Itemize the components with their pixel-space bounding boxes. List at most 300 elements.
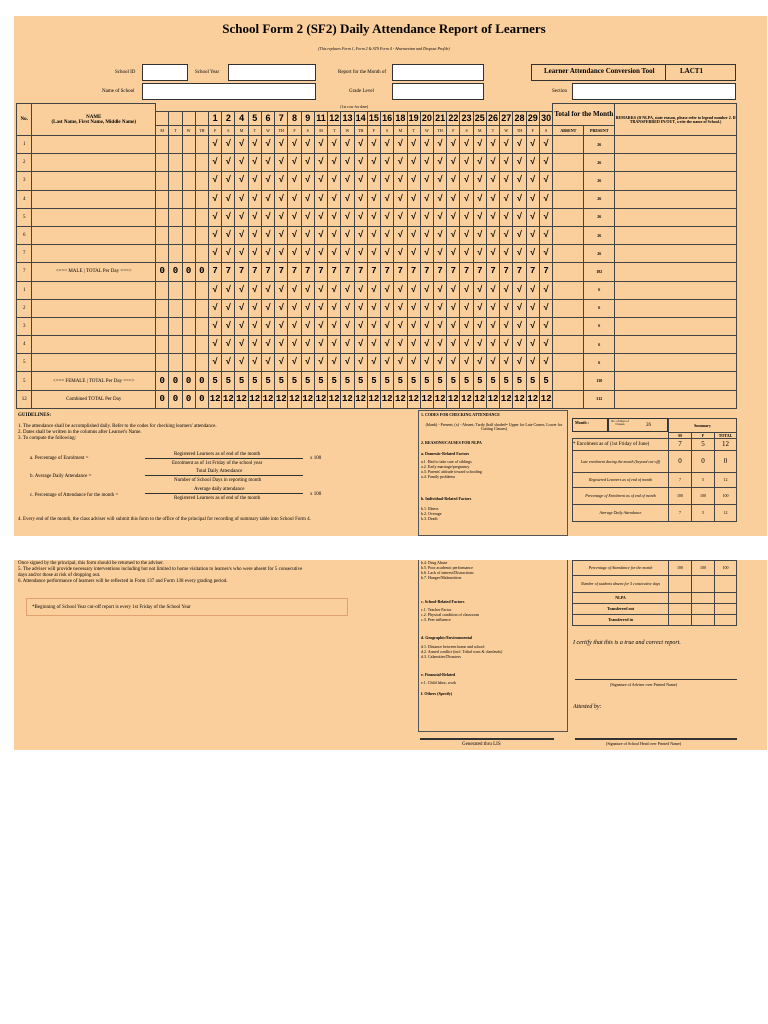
attendance-cell[interactable]: √: [341, 172, 354, 190]
learner-name-cell[interactable]: [32, 354, 156, 372]
attendance-cell[interactable]: √: [367, 354, 380, 372]
attendance-cell[interactable]: [169, 281, 182, 299]
learner-name-cell[interactable]: [32, 136, 156, 154]
attendance-cell[interactable]: √: [314, 226, 327, 244]
attendance-cell[interactable]: √: [235, 190, 248, 208]
attendance-cell[interactable]: √: [261, 245, 274, 263]
attendance-cell[interactable]: √: [275, 317, 288, 335]
attendance-cell[interactable]: √: [381, 136, 394, 154]
attendance-cell[interactable]: √: [500, 172, 513, 190]
date-cell[interactable]: 20: [420, 112, 433, 126]
attendance-cell[interactable]: √: [473, 190, 486, 208]
attendance-cell[interactable]: √: [420, 190, 433, 208]
attendance-cell[interactable]: √: [208, 317, 221, 335]
attendance-cell[interactable]: √: [420, 336, 433, 354]
attendance-cell[interactable]: √: [354, 245, 367, 263]
attendance-cell[interactable]: [182, 190, 195, 208]
attendance-cell[interactable]: [182, 172, 195, 190]
attendance-cell[interactable]: √: [248, 281, 261, 299]
attendance-cell[interactable]: √: [460, 281, 473, 299]
attendance-cell[interactable]: √: [208, 281, 221, 299]
attendance-cell[interactable]: √: [248, 136, 261, 154]
attendance-cell[interactable]: √: [407, 354, 420, 372]
attendance-cell[interactable]: √: [539, 354, 553, 372]
attendance-cell[interactable]: √: [420, 226, 433, 244]
attendance-cell[interactable]: √: [261, 154, 274, 172]
attendance-cell[interactable]: √: [447, 317, 460, 335]
attendance-cell[interactable]: √: [513, 317, 526, 335]
attendance-cell[interactable]: √: [539, 226, 553, 244]
date-cell[interactable]: 23: [460, 112, 473, 126]
attendance-cell[interactable]: √: [222, 154, 235, 172]
attendance-cell[interactable]: √: [526, 208, 539, 226]
attendance-cell[interactable]: √: [341, 245, 354, 263]
attendance-cell[interactable]: √: [288, 354, 301, 372]
attendance-cell[interactable]: √: [381, 226, 394, 244]
attendance-cell[interactable]: √: [222, 136, 235, 154]
attendance-cell[interactable]: √: [473, 136, 486, 154]
attendance-cell[interactable]: √: [328, 208, 341, 226]
attendance-cell[interactable]: √: [222, 281, 235, 299]
attendance-cell[interactable]: √: [328, 154, 341, 172]
attendance-cell[interactable]: √: [381, 336, 394, 354]
attendance-cell[interactable]: √: [500, 336, 513, 354]
attendance-cell[interactable]: √: [447, 354, 460, 372]
attendance-cell[interactable]: √: [500, 190, 513, 208]
attendance-cell[interactable]: √: [420, 354, 433, 372]
attendance-cell[interactable]: √: [328, 317, 341, 335]
attendance-cell[interactable]: √: [420, 154, 433, 172]
attendance-cell[interactable]: √: [288, 245, 301, 263]
attendance-cell[interactable]: √: [261, 317, 274, 335]
attendance-cell[interactable]: √: [407, 190, 420, 208]
attendance-cell[interactable]: [169, 317, 182, 335]
date-cell[interactable]: 6: [261, 112, 274, 126]
name-of-school-field[interactable]: [142, 83, 316, 100]
attendance-cell[interactable]: √: [314, 190, 327, 208]
attendance-cell[interactable]: √: [208, 299, 221, 317]
attendance-cell[interactable]: √: [235, 299, 248, 317]
attendance-cell[interactable]: √: [314, 245, 327, 263]
school-year-field[interactable]: [228, 64, 316, 81]
attendance-cell[interactable]: √: [314, 208, 327, 226]
attendance-cell[interactable]: [169, 190, 182, 208]
attendance-cell[interactable]: √: [248, 172, 261, 190]
attendance-cell[interactable]: √: [275, 281, 288, 299]
attendance-cell[interactable]: [156, 190, 169, 208]
attendance-cell[interactable]: √: [261, 226, 274, 244]
attendance-cell[interactable]: √: [235, 226, 248, 244]
attendance-cell[interactable]: √: [420, 208, 433, 226]
attendance-cell[interactable]: √: [526, 154, 539, 172]
attendance-cell[interactable]: √: [328, 136, 341, 154]
attendance-cell[interactable]: √: [261, 190, 274, 208]
attendance-cell[interactable]: √: [354, 336, 367, 354]
attendance-cell[interactable]: √: [301, 281, 314, 299]
date-cell[interactable]: 28: [513, 112, 526, 126]
attendance-cell[interactable]: √: [526, 317, 539, 335]
attendance-cell[interactable]: √: [407, 317, 420, 335]
date-cell[interactable]: 15: [367, 112, 380, 126]
attendance-cell[interactable]: √: [539, 136, 553, 154]
attendance-cell[interactable]: [156, 208, 169, 226]
attendance-cell[interactable]: [169, 245, 182, 263]
attendance-cell[interactable]: √: [460, 336, 473, 354]
attendance-cell[interactable]: √: [367, 172, 380, 190]
attendance-cell[interactable]: √: [539, 208, 553, 226]
attendance-cell[interactable]: √: [275, 226, 288, 244]
attendance-cell[interactable]: √: [447, 136, 460, 154]
attendance-cell[interactable]: √: [275, 336, 288, 354]
attendance-cell[interactable]: √: [460, 190, 473, 208]
attendance-cell[interactable]: [169, 226, 182, 244]
attendance-cell[interactable]: √: [275, 354, 288, 372]
attendance-cell[interactable]: √: [539, 281, 553, 299]
attendance-cell[interactable]: √: [248, 336, 261, 354]
attendance-cell[interactable]: √: [486, 226, 499, 244]
attendance-cell[interactable]: √: [208, 136, 221, 154]
attendance-cell[interactable]: √: [235, 245, 248, 263]
attendance-cell[interactable]: √: [420, 317, 433, 335]
school-id-field[interactable]: [142, 64, 188, 81]
attendance-cell[interactable]: √: [222, 172, 235, 190]
learner-name-cell[interactable]: [32, 190, 156, 208]
remarks-cell[interactable]: [615, 226, 737, 244]
attendance-cell[interactable]: √: [222, 299, 235, 317]
attendance-cell[interactable]: [182, 136, 195, 154]
attendance-cell[interactable]: √: [248, 299, 261, 317]
attendance-cell[interactable]: √: [486, 154, 499, 172]
attendance-cell[interactable]: [182, 154, 195, 172]
attendance-cell[interactable]: √: [354, 190, 367, 208]
attendance-cell[interactable]: √: [314, 281, 327, 299]
attendance-cell[interactable]: √: [235, 208, 248, 226]
attendance-cell[interactable]: √: [433, 190, 446, 208]
learner-name-cell[interactable]: [32, 299, 156, 317]
attendance-cell[interactable]: √: [208, 245, 221, 263]
attendance-cell[interactable]: √: [473, 172, 486, 190]
attendance-cell[interactable]: √: [248, 208, 261, 226]
attendance-cell[interactable]: [156, 172, 169, 190]
attendance-cell[interactable]: √: [248, 317, 261, 335]
attendance-cell[interactable]: √: [222, 336, 235, 354]
attendance-cell[interactable]: √: [433, 226, 446, 244]
attendance-cell[interactable]: √: [486, 336, 499, 354]
attendance-cell[interactable]: √: [208, 336, 221, 354]
attendance-cell[interactable]: √: [328, 336, 341, 354]
attendance-cell[interactable]: √: [526, 245, 539, 263]
date-cell[interactable]: [195, 112, 208, 126]
attendance-cell[interactable]: [195, 245, 208, 263]
attendance-cell[interactable]: √: [407, 172, 420, 190]
attendance-cell[interactable]: √: [513, 136, 526, 154]
attendance-cell[interactable]: √: [248, 354, 261, 372]
attendance-cell[interactable]: [182, 281, 195, 299]
attendance-cell[interactable]: √: [275, 190, 288, 208]
learner-name-cell[interactable]: [32, 172, 156, 190]
attendance-cell[interactable]: √: [407, 281, 420, 299]
attendance-cell[interactable]: √: [539, 172, 553, 190]
date-cell[interactable]: 1: [208, 112, 221, 126]
attendance-cell[interactable]: [169, 208, 182, 226]
date-cell[interactable]: 2: [222, 112, 235, 126]
attendance-cell[interactable]: [195, 317, 208, 335]
attendance-cell[interactable]: √: [222, 208, 235, 226]
attendance-cell[interactable]: [182, 299, 195, 317]
attendance-cell[interactable]: √: [367, 226, 380, 244]
attendance-cell[interactable]: [169, 336, 182, 354]
attendance-cell[interactable]: √: [486, 208, 499, 226]
attendance-cell[interactable]: √: [328, 226, 341, 244]
attendance-cell[interactable]: √: [539, 317, 553, 335]
date-cell[interactable]: 11: [314, 112, 327, 126]
date-cell[interactable]: 27: [500, 112, 513, 126]
attendance-cell[interactable]: √: [354, 172, 367, 190]
attendance-cell[interactable]: √: [288, 190, 301, 208]
attendance-cell[interactable]: √: [394, 226, 407, 244]
attendance-cell[interactable]: √: [473, 208, 486, 226]
attendance-cell[interactable]: √: [288, 336, 301, 354]
attendance-cell[interactable]: √: [433, 172, 446, 190]
attendance-cell[interactable]: √: [433, 154, 446, 172]
attendance-cell[interactable]: √: [500, 136, 513, 154]
attendance-cell[interactable]: √: [341, 208, 354, 226]
attendance-cell[interactable]: [169, 354, 182, 372]
attendance-cell[interactable]: √: [288, 136, 301, 154]
attendance-cell[interactable]: √: [460, 136, 473, 154]
attendance-cell[interactable]: √: [433, 281, 446, 299]
attendance-cell[interactable]: √: [486, 136, 499, 154]
attendance-cell[interactable]: √: [526, 190, 539, 208]
attendance-cell[interactable]: √: [407, 136, 420, 154]
attendance-cell[interactable]: √: [473, 354, 486, 372]
attendance-cell[interactable]: √: [486, 190, 499, 208]
attendance-cell[interactable]: √: [473, 245, 486, 263]
attendance-cell[interactable]: √: [367, 299, 380, 317]
attendance-cell[interactable]: √: [288, 208, 301, 226]
attendance-cell[interactable]: √: [367, 154, 380, 172]
attendance-cell[interactable]: √: [328, 299, 341, 317]
report-month-field[interactable]: [392, 64, 484, 81]
learner-name-cell[interactable]: [32, 245, 156, 263]
date-cell[interactable]: [169, 112, 182, 126]
attendance-cell[interactable]: [169, 172, 182, 190]
remarks-cell[interactable]: [615, 208, 737, 226]
attendance-cell[interactable]: √: [473, 226, 486, 244]
date-cell[interactable]: 9: [301, 112, 314, 126]
date-cell[interactable]: 30: [539, 112, 553, 126]
attendance-cell[interactable]: [182, 208, 195, 226]
attendance-cell[interactable]: √: [301, 317, 314, 335]
attendance-cell[interactable]: √: [420, 245, 433, 263]
attendance-cell[interactable]: √: [526, 226, 539, 244]
attendance-cell[interactable]: √: [288, 172, 301, 190]
attendance-cell[interactable]: √: [341, 336, 354, 354]
attendance-cell[interactable]: √: [513, 281, 526, 299]
attendance-cell[interactable]: [156, 336, 169, 354]
attendance-cell[interactable]: √: [328, 354, 341, 372]
attendance-cell[interactable]: √: [328, 190, 341, 208]
attendance-cell[interactable]: [195, 136, 208, 154]
attendance-cell[interactable]: √: [354, 208, 367, 226]
learner-name-cell[interactable]: [32, 317, 156, 335]
attendance-cell[interactable]: √: [486, 245, 499, 263]
attendance-cell[interactable]: √: [341, 281, 354, 299]
attendance-cell[interactable]: √: [314, 354, 327, 372]
attendance-cell[interactable]: √: [513, 226, 526, 244]
attendance-cell[interactable]: √: [235, 336, 248, 354]
attendance-cell[interactable]: √: [275, 154, 288, 172]
date-cell[interactable]: 25: [473, 112, 486, 126]
attendance-cell[interactable]: √: [354, 281, 367, 299]
attendance-cell[interactable]: [156, 154, 169, 172]
attendance-cell[interactable]: √: [208, 354, 221, 372]
attendance-cell[interactable]: √: [222, 317, 235, 335]
attendance-cell[interactable]: √: [354, 354, 367, 372]
remarks-cell[interactable]: [615, 354, 737, 372]
attendance-cell[interactable]: √: [261, 354, 274, 372]
date-cell[interactable]: 12: [328, 112, 341, 126]
attendance-cell[interactable]: √: [447, 190, 460, 208]
attendance-cell[interactable]: [195, 281, 208, 299]
attendance-cell[interactable]: [195, 336, 208, 354]
attendance-cell[interactable]: √: [314, 336, 327, 354]
attendance-cell[interactable]: √: [261, 299, 274, 317]
attendance-cell[interactable]: √: [447, 172, 460, 190]
attendance-cell[interactable]: √: [539, 245, 553, 263]
attendance-cell[interactable]: √: [486, 281, 499, 299]
attendance-cell[interactable]: √: [513, 154, 526, 172]
attendance-cell[interactable]: [156, 136, 169, 154]
attendance-cell[interactable]: √: [447, 208, 460, 226]
date-cell[interactable]: 14: [354, 112, 367, 126]
attendance-cell[interactable]: √: [381, 172, 394, 190]
attendance-cell[interactable]: √: [248, 190, 261, 208]
attendance-cell[interactable]: √: [447, 299, 460, 317]
attendance-cell[interactable]: √: [500, 354, 513, 372]
attendance-cell[interactable]: √: [341, 354, 354, 372]
attendance-cell[interactable]: √: [341, 317, 354, 335]
attendance-cell[interactable]: √: [513, 299, 526, 317]
attendance-cell[interactable]: √: [222, 354, 235, 372]
attendance-cell[interactable]: √: [288, 299, 301, 317]
attendance-cell[interactable]: √: [222, 190, 235, 208]
attendance-cell[interactable]: √: [394, 136, 407, 154]
attendance-cell[interactable]: √: [208, 172, 221, 190]
attendance-cell[interactable]: √: [248, 245, 261, 263]
attendance-cell[interactable]: √: [394, 245, 407, 263]
learner-name-cell[interactable]: [32, 281, 156, 299]
attendance-cell[interactable]: √: [473, 317, 486, 335]
attendance-cell[interactable]: √: [222, 245, 235, 263]
attendance-cell[interactable]: √: [513, 336, 526, 354]
learner-name-cell[interactable]: [32, 154, 156, 172]
attendance-cell[interactable]: √: [235, 281, 248, 299]
attendance-cell[interactable]: [182, 226, 195, 244]
attendance-cell[interactable]: √: [407, 299, 420, 317]
attendance-cell[interactable]: √: [341, 226, 354, 244]
remarks-cell[interactable]: [615, 317, 737, 335]
grade-level-field[interactable]: [392, 83, 484, 100]
attendance-cell[interactable]: √: [447, 336, 460, 354]
attendance-cell[interactable]: [195, 299, 208, 317]
attendance-cell[interactable]: √: [526, 281, 539, 299]
date-cell[interactable]: [182, 112, 195, 126]
attendance-cell[interactable]: √: [381, 354, 394, 372]
attendance-cell[interactable]: √: [301, 245, 314, 263]
attendance-cell[interactable]: √: [473, 299, 486, 317]
attendance-cell[interactable]: √: [248, 154, 261, 172]
attendance-cell[interactable]: √: [354, 154, 367, 172]
attendance-cell[interactable]: √: [314, 299, 327, 317]
attendance-cell[interactable]: √: [367, 208, 380, 226]
attendance-cell[interactable]: √: [447, 154, 460, 172]
remarks-cell[interactable]: [615, 154, 737, 172]
attendance-cell[interactable]: √: [394, 336, 407, 354]
date-cell[interactable]: 19: [407, 112, 420, 126]
attendance-cell[interactable]: √: [261, 172, 274, 190]
attendance-cell[interactable]: √: [301, 190, 314, 208]
attendance-cell[interactable]: √: [407, 226, 420, 244]
attendance-cell[interactable]: √: [275, 245, 288, 263]
attendance-cell[interactable]: √: [526, 299, 539, 317]
attendance-cell[interactable]: √: [407, 208, 420, 226]
attendance-cell[interactable]: [195, 154, 208, 172]
attendance-cell[interactable]: [182, 245, 195, 263]
attendance-cell[interactable]: √: [460, 354, 473, 372]
attendance-cell[interactable]: √: [513, 190, 526, 208]
attendance-cell[interactable]: √: [288, 226, 301, 244]
remarks-cell[interactable]: [615, 299, 737, 317]
attendance-cell[interactable]: [169, 154, 182, 172]
learner-name-cell[interactable]: [32, 208, 156, 226]
date-cell[interactable]: 16: [381, 112, 394, 126]
attendance-cell[interactable]: √: [420, 136, 433, 154]
attendance-cell[interactable]: √: [208, 190, 221, 208]
attendance-cell[interactable]: √: [381, 190, 394, 208]
attendance-cell[interactable]: √: [288, 154, 301, 172]
attendance-cell[interactable]: √: [275, 136, 288, 154]
attendance-cell[interactable]: √: [248, 226, 261, 244]
attendance-cell[interactable]: √: [381, 208, 394, 226]
attendance-cell[interactable]: √: [354, 136, 367, 154]
date-cell[interactable]: 13: [341, 112, 354, 126]
learner-name-cell[interactable]: [32, 226, 156, 244]
attendance-cell[interactable]: √: [367, 317, 380, 335]
attendance-cell[interactable]: √: [394, 190, 407, 208]
attendance-cell[interactable]: [182, 317, 195, 335]
attendance-cell[interactable]: √: [500, 226, 513, 244]
attendance-cell[interactable]: √: [420, 172, 433, 190]
attendance-cell[interactable]: √: [433, 354, 446, 372]
attendance-cell[interactable]: √: [513, 245, 526, 263]
attendance-cell[interactable]: √: [486, 172, 499, 190]
attendance-cell[interactable]: √: [394, 172, 407, 190]
attendance-cell[interactable]: √: [367, 190, 380, 208]
attendance-cell[interactable]: √: [301, 208, 314, 226]
attendance-cell[interactable]: √: [486, 299, 499, 317]
attendance-cell[interactable]: √: [526, 172, 539, 190]
attendance-cell[interactable]: [156, 245, 169, 263]
attendance-cell[interactable]: √: [526, 136, 539, 154]
attendance-cell[interactable]: √: [460, 245, 473, 263]
attendance-cell[interactable]: √: [301, 299, 314, 317]
attendance-cell[interactable]: √: [447, 226, 460, 244]
attendance-cell[interactable]: √: [407, 154, 420, 172]
attendance-cell[interactable]: √: [275, 172, 288, 190]
attendance-cell[interactable]: √: [447, 281, 460, 299]
attendance-cell[interactable]: √: [500, 317, 513, 335]
